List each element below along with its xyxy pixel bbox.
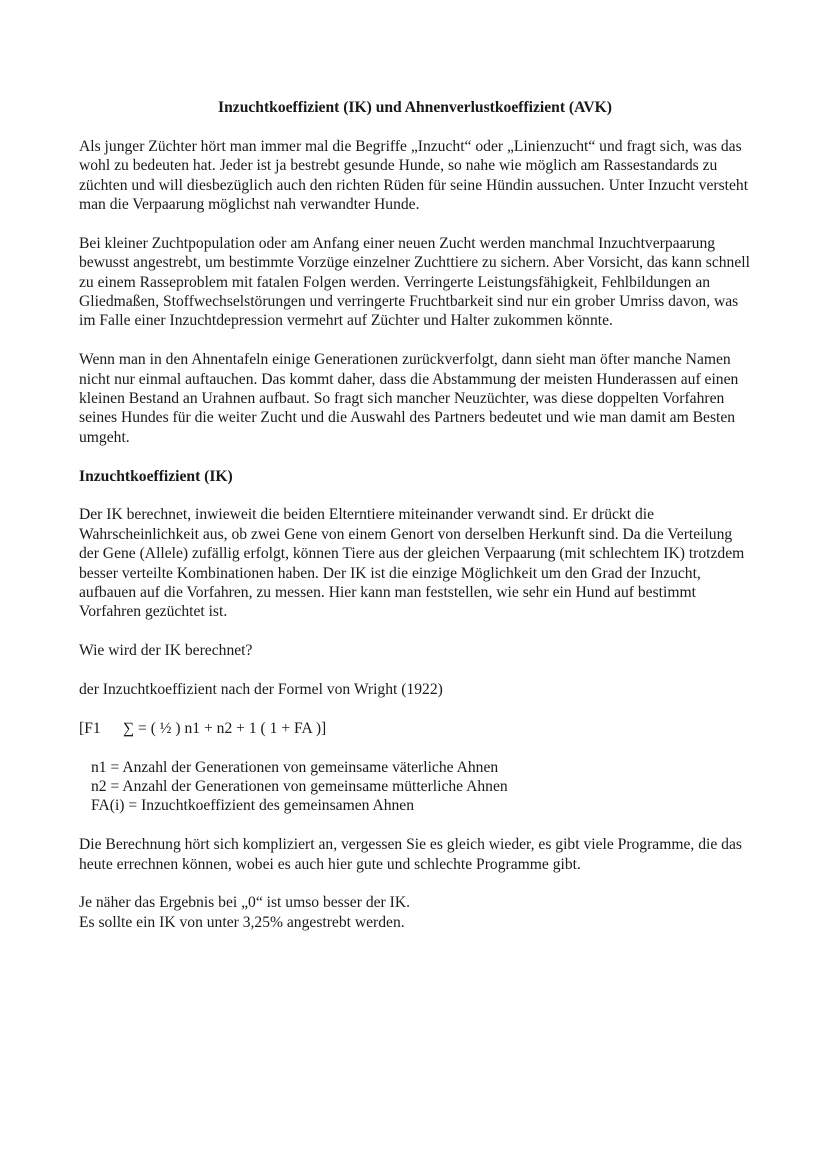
intro-paragraph-3: Wenn man in den Ahnentafeln einige Generationen zurückverfolgt, dann sieht man öfter manche Namen nicht nur einmal auftauchen. Das kommt daher, dass die Abstammung der meisten Hunderassen auf einen kleinen Bestand an Urahnen aufbaut. So fragt sich mancher Neuzüchter, was diese doppelten Vorfahren seines Hundes für die weiter Zucht und die Auswahl des Partners bedeutet und wie man damit am Besten umgeht. (79, 351, 739, 446)
variable-n2: n2 = Anzahl der Generationen von gemeinsame mütterliche Ahnen (91, 778, 508, 796)
intro-paragraph-1: Als junger Züchter hört man immer mal die Begriffe „Inzucht“ oder „Linienzucht“ und fragt sich, was das wohl zu bedeuten hat. Jeder ist ja bestrebt gesunde Hunde, so nahe wie möglich am Rassestandards zu züchten und will diesbezüglich auch den richten Rüden für seine Hündin aussuchen. Unter Inzucht versteht man die Verpaarung möglichst nah verwandter Hunde. (79, 137, 749, 214)
intro-paragraph-2: Bei kleiner Zuchtpopulation oder am Anfang einer neuen Zucht werden manchmal Inzuchtverpaarung bewusst angestrebt, um bestimmte Vorzüge einzelner Zuchttiere zu sichern. Aber Vorsicht, das kann schnell zu einem Rasseproblem mit fatalen Folgen werden. Verringerte Leistungsfähigkeit, Fehlbildungen an Gliedmaßen, Stoffwechselstörungen und verringerte Fruchtbarkeit sind nur ein grober Umriss davon, was im Falle einer Inzuchtdepression vermehrt auf Züchter und Halter zukommen könnte. (79, 234, 750, 330)
formula-intro: der Inzuchtkoeffizient nach der Formel von Wright (1922) (79, 681, 443, 699)
variable-fa: FA(i) = Inzuchtkoeffizient des gemeinsamen Ahnen (91, 797, 415, 815)
formula-label: [F1 (79, 719, 101, 737)
question-line: Wie wird der IK berechnet? (79, 642, 253, 660)
formula-line (79, 719, 751, 738)
section-heading: Inzuchtkoeffizient (IK) (79, 467, 233, 485)
variable-list (79, 758, 751, 816)
closing-line-1: Je näher das Ergebnis bei „0“ ist umso besser der IK. (79, 894, 410, 912)
calc-paragraph: Die Berechnung hört sich kompliziert an, vergessen Sie es gleich wieder, es gibt viele Programme, die das heute errechnen können, wobei es auch hier gute und schlechte Programme gibt. (79, 836, 742, 873)
formula-body: ∑ = ( ½ ) n1 + n2 + 1 ( 1 + FA )] (123, 719, 327, 737)
closing-line-2: Es sollte ein IK von unter 3,25% angestrebt werden. (79, 913, 405, 931)
section-paragraph: Der IK berechnet, inwieweit die beiden Elterntiere miteinander verwandt sind. Er drückt die Wahrscheinlichkeit aus, ob zwei Gene von einem Genort von derselben Herkunft sind. Da die Verteilung der Gene (Allele) zufällig erfolgt, können Tiere aus der gleichen Verpaarung (mit schlechtem IK) trotzdem besser verteilte Kombinationen haben. Der IK ist die einzige Möglichkeit um den Grad der Inzucht, aufbauen auf die Vorfahren, zu messen. Hier kann man feststellen, wie sehr ein Hund auf bestimmt Vorfahren gezüchtet ist. (79, 506, 745, 621)
document-body (79, 98, 751, 932)
document-title: Inzuchtkoeffizient (IK) und Ahnenverlustkoeffizient (AVK) (218, 99, 612, 116)
variable-n1: n1 = Anzahl der Generationen von gemeinsame väterliche Ahnen (91, 758, 499, 776)
closing-lines (79, 893, 751, 932)
